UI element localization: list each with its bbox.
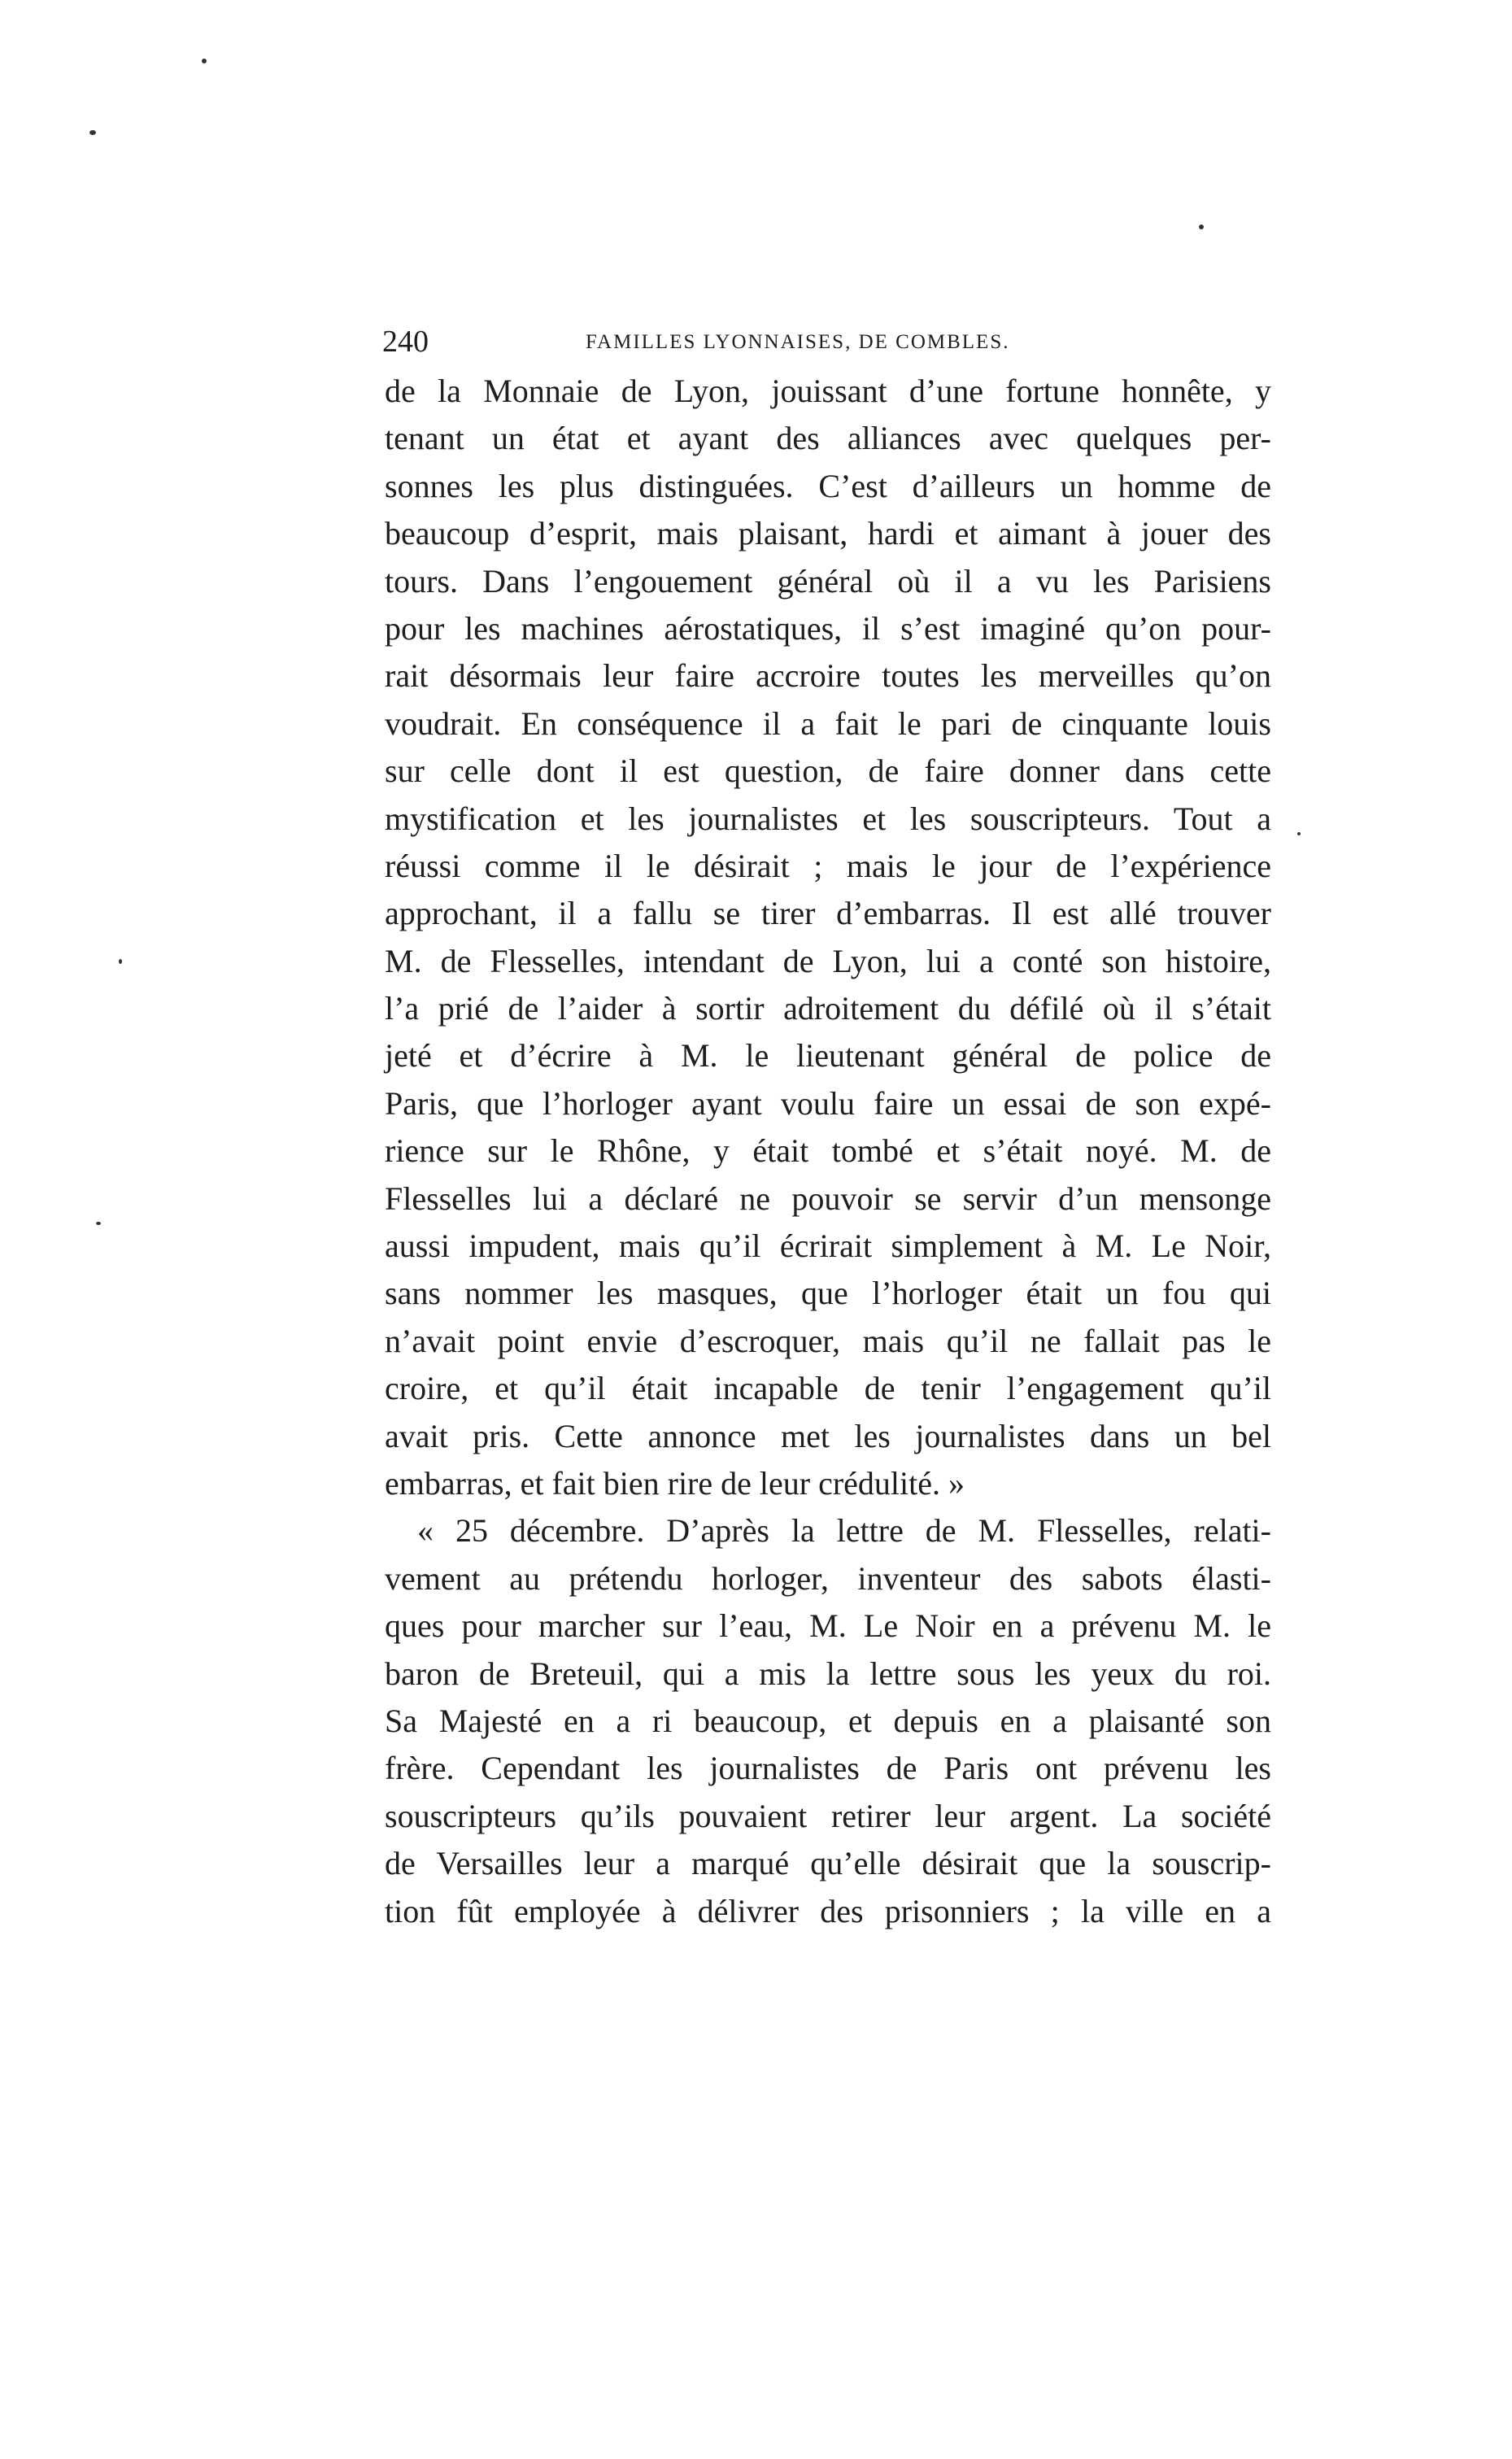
text-line: tours. Dans l’engouement général où il a vu les Parisiens [385,562,1271,599]
text-line: mystification et les journalistes et les souscripteurs. Tout a [385,800,1271,837]
text-line: M. de Flesselles, intendant de Lyon, lui a conté son histoire, [385,942,1271,979]
text-line: beaucoup d’esprit, mais plaisant, hardi et aimant à jouer des [385,515,1271,552]
text-line: voudrait. En conséquence il a fait le pari de cinquante louis [385,704,1271,742]
running-title: FAMILLES LYONNAISES, DE COMBLES. [586,331,1010,353]
running-head [382,321,1277,362]
text-line: sonnes les plus distinguées. C’est d’ailleurs un homme de [385,467,1271,504]
text-line: n’avait point envie d’escroquer, mais qu’il ne fallait pas le [385,1322,1271,1359]
text-line: sur celle dont il est question, de faire donner dans cette [385,752,1271,790]
scan-speck [96,1222,101,1225]
text-line: tenant un état et ayant des alliances avec quelques per- [385,420,1271,457]
text-line: pour les machines aérostatiques, il s’est imaginé qu’on pour- [385,609,1271,647]
text-line: approchant, il a fallu se tirer d’embarras. Il est allé trouver [385,895,1271,932]
text-line: sans nommer les masques, que l’horloger était un fou qui [385,1275,1271,1312]
text-line: réussi comme il le désirait ; mais le jour de l’expérience [385,847,1271,884]
page-number: 240 [382,325,429,359]
text-line: baron de Breteuil, qui a mis la lettre sous les yeux du roi. [385,1655,1271,1692]
scan-speck [89,130,96,135]
text-line: de la Monnaie de Lyon, jouissant d’une fortune honnête, y [385,373,1271,409]
body-text [385,368,1271,1935]
text-line: ques pour marcher sur l’eau, M. Le Noir en a prévenu M. le [385,1607,1271,1645]
text-line: tion fût employée à délivrer des prisonniers ; la ville en a [385,1892,1271,1929]
paragraph-end-line: embarras, et fait bien rire de leur crédulité. » [385,1464,965,1502]
scan-speck [1199,225,1204,229]
text-line: vement au prétendu horloger, inventeur des sabots élasti- [385,1559,1271,1597]
text-line: rait désormais leur faire accroire toutes les merveilles qu’on [385,657,1271,695]
text-line: croire, et qu’il était incapable de tenir l’engagement qu’il [385,1370,1271,1407]
text-line: souscripteurs qu’ils pouvaient retirer leur argent. La société [385,1797,1271,1834]
text-line: avait pris. Cette annonce met les journalistes dans un bel [385,1417,1271,1454]
text-line: rience sur le Rhône, y était tombé et s’était noyé. M. de [385,1132,1271,1170]
scan-speck [119,959,122,964]
scan-speck [1297,832,1301,835]
text-line: de Versailles leur a marqué qu’elle désirait que la souscrip- [385,1845,1271,1882]
text-line: jeté et d’écrire à M. le lieutenant général de police de [385,1037,1271,1075]
text-line: l’a prié de l’aider à sortir adroitement du défilé où il s’était [385,990,1271,1027]
text-line: aussi impudent, mais qu’il écrirait simplement à M. Le Noir, [385,1227,1271,1265]
text-line: Flesselles lui a déclaré ne pouvoir se servir d’un mensonge [385,1179,1271,1217]
scan-speck [202,59,207,63]
text-line: frère. Cependant les journalistes de Paris ont prévenu les [385,1750,1271,1787]
paragraph-start-line: « 25 décembre. D’après la lettre de M. Flesselles, relati- [417,1512,1271,1550]
text-line: Sa Majesté en a ri beaucoup, et depuis en a plaisanté son [385,1702,1271,1739]
text-line: Paris, que l’horloger ayant voulu faire un essai de son expé- [385,1084,1271,1122]
